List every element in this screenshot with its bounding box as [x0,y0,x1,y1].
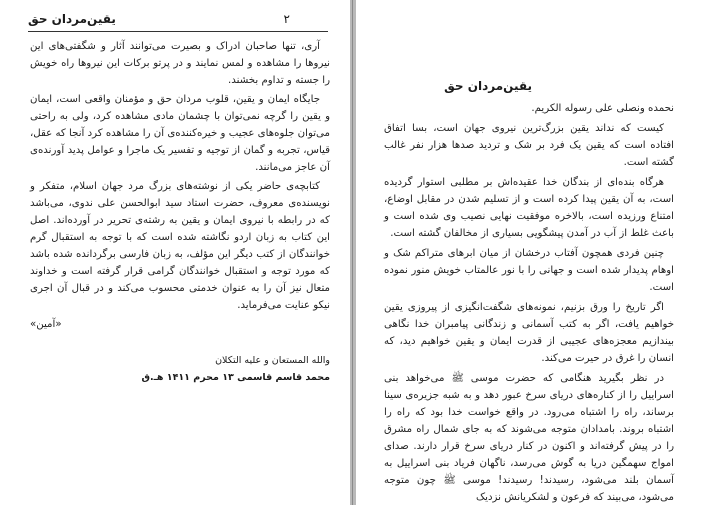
paragraph: کیست که نداند یقین بزرگ‌ترین نیروی جهان است، بسا اتفاق افتاده است که یقین یک فرد بر شک و تردید صدها هزار نفر غالب گشته است. [384,123,674,168]
right-page [356,0,702,505]
paragraph: هرگاه بنده‌ای از بندگان خدا عقیده‌اش بر مطلبی استوار گردیده است، به آن یقین پیدا کرده است و از تسلیم شدن در مقابل اوضاع، امتناع ورزیده است، بالاخره موفقیت نهایی نصیب وی شده است و باعث غلط از آب در آمدن پیشگویی بسیاری از مخالفان گشته است. [384,177,674,239]
opening-line: نحمده ونصلی علی رسوله الکریم. [531,103,674,114]
paragraph: چنین فردی همچون آفتاب درخشان از میان ابرهای متراکم شک و اوهام پدیدار شده است و جهانی را با نور عالمتاب خویش منور نموده است. [384,248,674,293]
running-title: يقين‌مردان حق [28,12,116,26]
paragraph: اگر تاریخ را ورق بزنیم، نمونه‌های شگفت‌انگیزی از پیروزی یقین خواهیم یافت، اگر به کتب آسمانی و زندگانی پیامبران خدا نگاهی بیندازیم معجزه‌های عجیبی از قدرت ایمان و یقین خواهیم دید، که انسان را غرق در حیرت می‌کند. [384,302,674,364]
right-page-body [384,100,674,505]
closing-line: والله المستعان و علیه التکلان [215,355,330,366]
paragraph: کتابچه‌ی حاضر یکی از نوشته‌های بزرگ مرد جهان اسلام، متفکر و نویسنده‌ی معروف، حضرت استاد سید ابوالحسن علی ندوی، می‌باشد که در رابطه با نیروی ایمان و یقین به رشته‌ی تحریر در آورده‌اند. اصل این کتاب به زبان اردو نگاشته شده است که با توجه به استقبال گرم خوانندگان از کتب دیگر این مؤلف، به زبان فارسی برگردانده شده باشد که مورد توجه و استقبال خوانندگان گرامی قرار گرفته است و خداوند متعال نیز آن را به عنوان خدمتی محسوب می‌کند و در قبال آن اجری نیکو عنایت می‌فرماید. [30,181,330,311]
left-page-body [30,38,330,335]
author-signature: محمد قاسم قاسمی ۱۳ محرم ۱۴۱۱ هـ.ق [141,372,330,383]
left-page-header [28,12,330,30]
left-page [0,0,350,505]
amin-text: «آمین» [30,319,62,330]
paragraph: آری، تنها صاحبان ادراک و بصیرت می‌توانند آثار و شگفتی‌های این نیروها را مشاهده و لمس نمایند و در پرتو برکات این نیروها راه خویش را جسته و تداوم بخشند. [30,41,330,86]
header-divider [28,31,328,32]
signoff [30,352,330,386]
paragraph: جایگاه ایمان و یقین، قلوب مردان حق و مؤمنان واقعی است، ایمان و یقین را گرچه نمی‌توان با چشمان مادی مشاهده کرد، ولی به راحتی می‌توان جلوه‌های عجیب و خیره‌کننده‌ی آن را مشاهده کرد آنجا که عقل، قیاس، تجربه و گمان از توجیه و تفسیر یک ماجرا و عوامل پدید آورنده‌ی آن عاجز می‌مانند. [29,94,330,173]
page-number: ۲ [283,12,290,26]
chapter-title: یقین‌مردان حق [444,79,532,93]
paragraph: در نظر بگیرید هنگامی که حضرت موسی ﷺ می‌خواهد بنی اسراییل را از کناره‌های دریای سرخ عبور دهد و به شبه جزیره‌ی سینا برساند، راه را اشتباه می‌رود. در واقع خواست خدا بود که راه را اشتباه بروند. بامدادان متوجه می‌شوند که به جای شمال راه مشرق را در پیش گرفته‌اند و اکنون در کنار دریای سرخ قرار دارند. صدای امواج سهمگین دریا به گوش می‌رسد، ناگهان فریاد بنی اسراییل به آسمان بلند می‌شود، رسیدند! رسیدند! موسی ﷺ چون متوجه می‌شود، می‌بیند که فرعون و لشکریانش نزدیک [384,373,674,503]
